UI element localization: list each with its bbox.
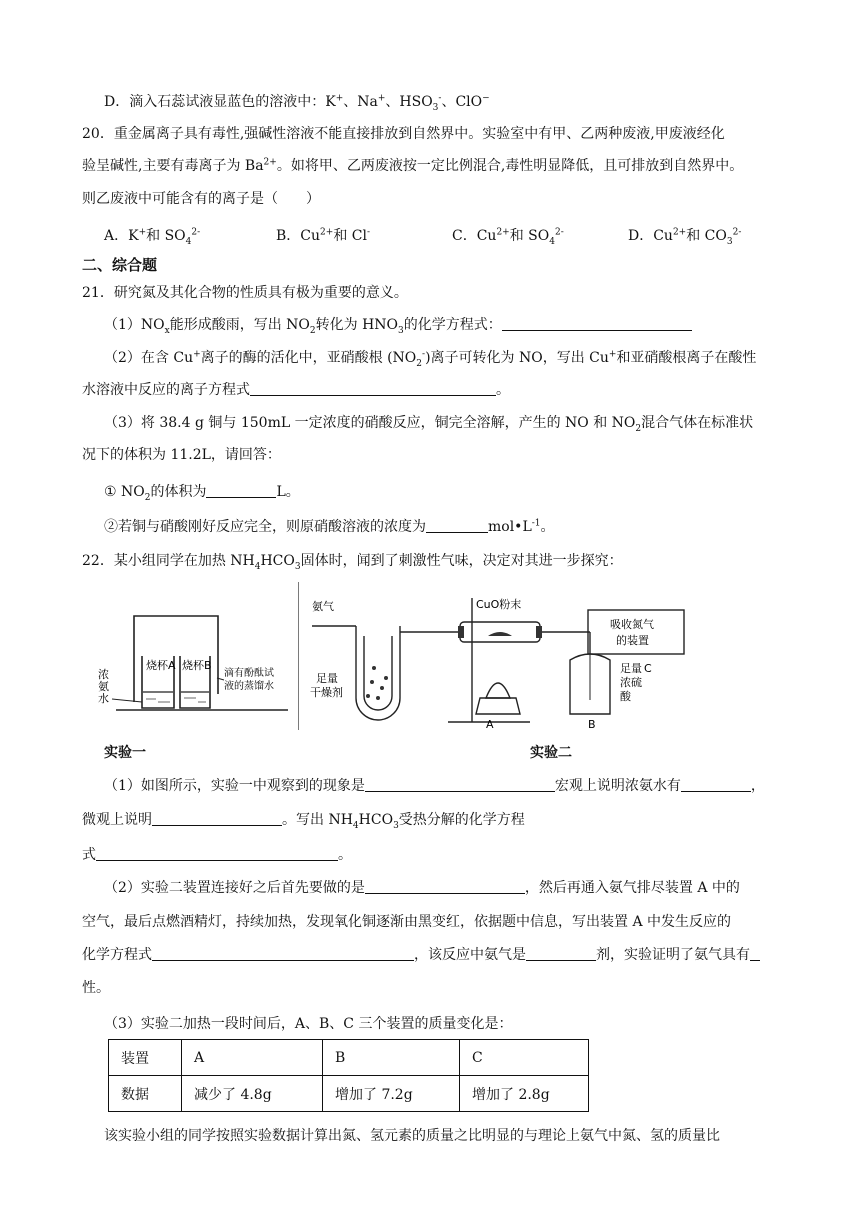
answer-blank[interactable] (502, 315, 692, 331)
q22-part-2-line-4: 性。 (82, 980, 110, 996)
caption-experiment-2: 实验二 (530, 745, 572, 761)
ammonia-label-3: 水 (98, 692, 109, 705)
q22-part-1-line-1: （1）如图所示，实验一中观察到的现象是 宏观上说明浓氨水有 ， (104, 778, 765, 794)
q20-option-a[interactable]: A．K+和 $SO_4^{2-}$ (104, 227, 201, 247)
ammonia-inlet-label: 氨气 (312, 600, 334, 613)
answer-blank[interactable] (681, 776, 751, 792)
water-label-1: 滴有酚酞试 (224, 668, 274, 679)
q19-option-d: D．滴入石蕊试液显蓝色的溶液中：K+、Na+、$HSO_3^-$、ClO− (104, 93, 490, 113)
acid-label-3: 酸 (620, 690, 631, 703)
table-cell: B (323, 1040, 460, 1076)
cuo-label: CuO粉末 (476, 598, 522, 611)
table-cell: 减少了 4.8g (182, 1076, 323, 1112)
q20-option-b[interactable]: B．$Cu^{2+}$和 Cl- (276, 227, 370, 244)
answer-blank[interactable] (152, 945, 414, 961)
b-label: B (588, 718, 596, 730)
q22-part-1-line-2: 微观上说明 。写出 $NH_4HCO_3$受热分解的化学方程 (82, 812, 525, 831)
q21-part-3-line-2: 况下的体积为 11.2L，请回答： (82, 447, 281, 463)
drying-label-1: 足量 (316, 672, 338, 685)
beaker-a-label: 烧杯A (146, 659, 176, 672)
beaker-b-label: 烧杯B (182, 659, 212, 672)
table-cell: 增加了 2.8g (460, 1076, 589, 1112)
absorb-label-1: 吸收氮气 (610, 618, 654, 631)
q20-line-2: 验呈碱性,主要有毒离子为 $Ba^{2+}$。如将甲、乙两废液按一定比例混合,毒性明显降低，且可排放到自然界中。 (82, 157, 744, 174)
q22-part-2-line-1: （2）实验二装置连接好之后首先要做的是 ，然后再通入氨气排尽装置 A 中的 (104, 880, 740, 896)
q22-stem: 22．某小组同学在加热 $NH_4HCO_3$固体时，闻到了刺激性气味，决定对其进一步探究： (82, 553, 623, 572)
q22-part-1-line-3: 式 。 (82, 847, 352, 863)
table-cell: 装置 (109, 1040, 182, 1076)
acid-label-2: 浓硫 (620, 676, 642, 689)
c-label: C (644, 662, 652, 675)
lamp-flame (486, 683, 510, 698)
q22-part-3: （3）实验二加热一段时间后，A、B、C 三个装置的质量变化是： (104, 1016, 513, 1032)
q22-part-2-line-2: 空气，最后点燃酒精灯，持续加热，发现氧化铜逐渐由黑变红，依据题中信息，写出装置 A 中发生反应的 (82, 914, 732, 930)
table-row (109, 1076, 589, 1112)
answer-blank[interactable] (750, 945, 760, 961)
q21-part-2-line-2: 水溶液中反应的离子方程式 。 (82, 382, 510, 398)
q21-part-3-i: ① $NO_2$的体积为 L。 (104, 484, 300, 503)
answer-blank[interactable] (96, 845, 338, 861)
acid-label-1: 足量 (620, 662, 642, 675)
answer-blank[interactable] (365, 878, 525, 894)
cuo-powder (488, 632, 512, 636)
answer-blank[interactable] (206, 482, 276, 498)
table-row (109, 1040, 589, 1076)
q20-option-d[interactable]: D．$Cu^{2+}$和 $CO_3^{2-}$ (628, 227, 742, 247)
answer-blank[interactable] (365, 776, 555, 792)
table-cell: 增加了 7.2g (323, 1076, 460, 1112)
absorb-label-2: 的装置 (616, 634, 649, 647)
section-heading: 二、综合题 (82, 256, 158, 274)
drying-label-2: 干燥剂 (310, 686, 343, 699)
q21-part-3-ii: ②若铜与硝酸刚好反应完全，则原硝酸溶液的浓度为 $mol•L^{-1}$。 (104, 518, 555, 535)
q22-last-line: 该实验小组的同学按照实验数据计算出氮、氢元素的质量之比明显的与理论上氨气中氮、氢的质量比 (104, 1128, 720, 1144)
absorb-box (588, 610, 684, 654)
a-label: A (486, 718, 494, 730)
q21-stem: 21．研究氮及其化合物的性质具有极为重要的意义。 (82, 285, 408, 301)
answer-blank[interactable] (250, 380, 496, 396)
ammonia-label-1: 浓 (98, 668, 109, 681)
u-tube-outer (356, 626, 400, 720)
q21-part-2-line-1: （2）在含 Cu+离子的酶的活化中，亚硝酸根 $(NO_2^-)$离子可转化为 NO，写出 Cu+和亚硝酸根离子在酸性 (104, 349, 757, 369)
answer-blank[interactable] (526, 945, 596, 961)
q22-part-2-line-3: 化学方程式 ，该反应中氨气是 剂，实验证明了氨气具有 (82, 945, 760, 965)
q20-option-c[interactable]: C．$Cu^{2+}$和 $SO_4^{2-}$ (452, 227, 564, 247)
alcohol-lamp (476, 698, 520, 714)
q21-part-1: $(1)NO_x$能形成酸雨，写出 $NO_2$转化为 $HNO_3$的化学方程式： (104, 315, 692, 335)
table-cell: A (182, 1040, 323, 1076)
answer-blank[interactable] (152, 810, 282, 826)
answer-blank[interactable] (426, 517, 488, 533)
table-cell: 数据 (109, 1076, 182, 1112)
q20-line-3: 则乙废液中可能含有的离子是（ ） (82, 191, 320, 207)
ammonia-label-2: 氨 (98, 680, 109, 693)
caption-experiment-1: 实验一 (104, 745, 146, 761)
mass-change-table (108, 1039, 589, 1112)
table-cell: C (460, 1040, 589, 1076)
q20-line-1: 20．重金属离子具有毒性,强碱性溶液不能直接排放到自然界中。实验室中有甲、乙两种废液,甲废液经化 (82, 126, 725, 142)
experiment-2-figure (298, 582, 690, 730)
q21-part-3-line-1: （3）将 38.4 g 铜与 150mL 一定浓度的硝酸反应，铜完全溶解，产生的 NO 和 $NO_2$混合气体在标准状 (104, 415, 754, 434)
water-label-2: 液的蒸馏水 (224, 681, 274, 692)
experiment-1-figure (96, 594, 296, 726)
